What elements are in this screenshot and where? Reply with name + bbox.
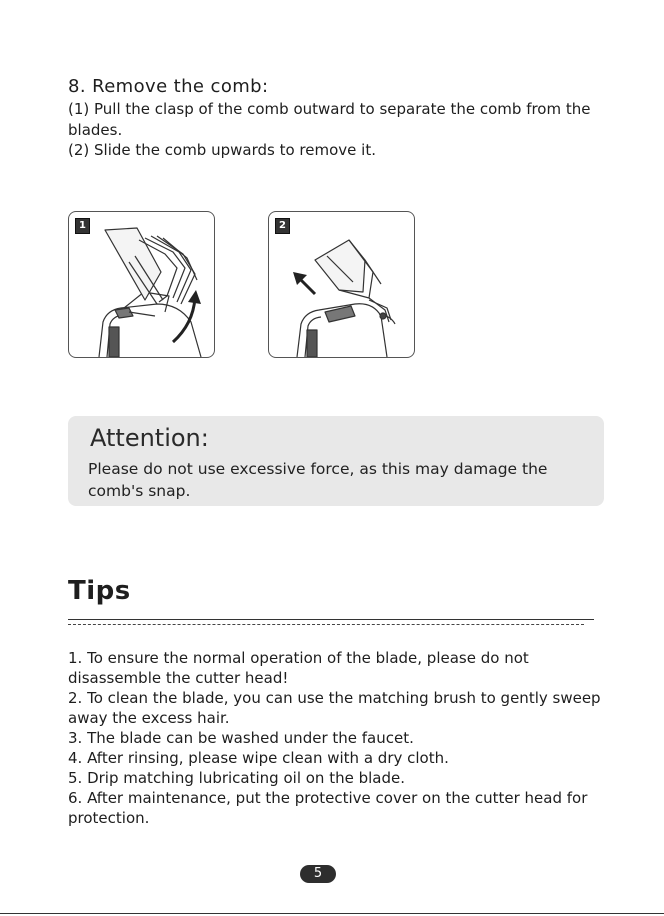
figure-1-number: 1 [75, 218, 90, 234]
step-1-text: (1) Pull the clasp of the comb outward to separate the comb from the blades. [68, 100, 591, 139]
bottom-border-line [0, 913, 664, 914]
comb-clasp-drawing [69, 212, 214, 357]
section-title: 8. Remove the comb: [68, 76, 269, 97]
figure-2-number: 2 [275, 218, 290, 234]
figure-1-illustration [68, 211, 215, 358]
attention-box [68, 416, 604, 506]
attention-text: Please do not use excessive force, as this may damage the comb's snap. [88, 460, 548, 500]
tip-item: 3. The blade can be washed under the faucet. [68, 729, 414, 747]
tips-title: Tips [68, 576, 131, 606]
tip-item: 5. Drip matching lubricating oil on the blade. [68, 769, 405, 787]
tip-item: 2. To clean the blade, you can use the matching brush to gently sweep away the excess hair. [68, 689, 601, 727]
tips-dashed-divider [68, 624, 584, 625]
tip-item: 1. To ensure the normal operation of the blade, please do not disassemble the cutter head! [68, 649, 529, 687]
attention-title: Attention: [90, 424, 209, 452]
step-2-text: (2) Slide the comb upwards to remove it. [68, 141, 376, 159]
tips-divider [68, 619, 594, 620]
tip-item: 4. After rinsing, please wipe clean with a dry cloth. [68, 749, 449, 767]
figure-2-illustration [268, 211, 415, 358]
comb-slide-drawing [269, 212, 414, 357]
page-number-badge: 5 [300, 865, 336, 883]
tips-list [68, 648, 608, 828]
tip-item: 6. After maintenance, put the protective cover on the cutter head for protection. [68, 789, 588, 827]
